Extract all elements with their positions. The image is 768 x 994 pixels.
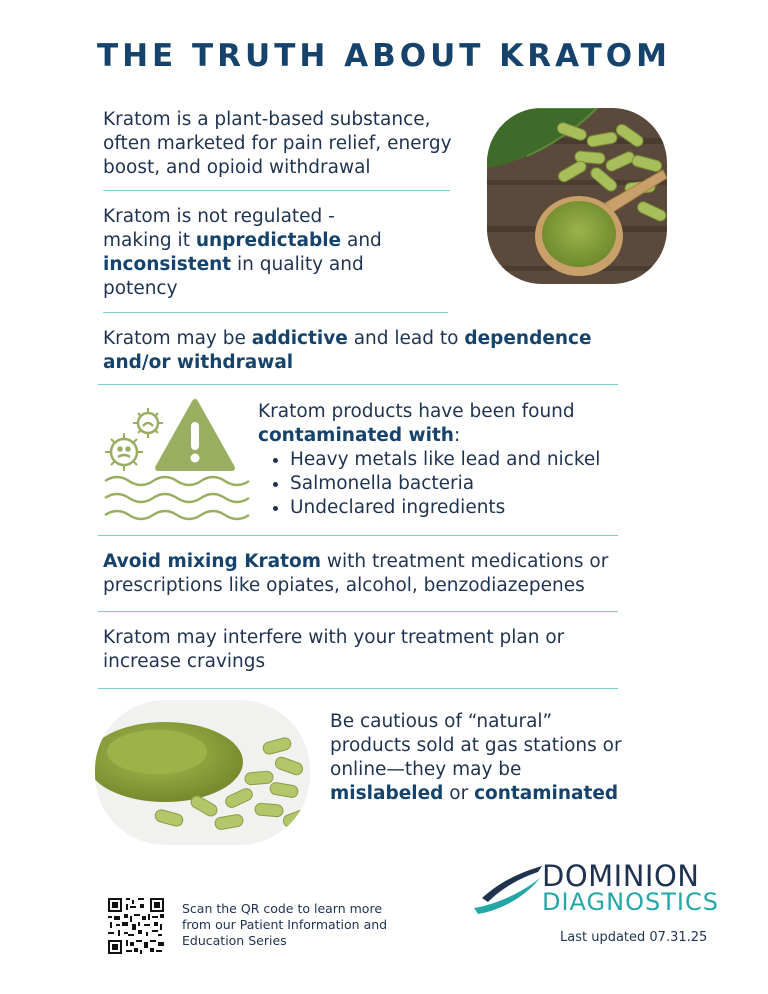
warning-triangle-icon [158,402,232,468]
list-item: • Salmonella bacteria [290,472,628,496]
text-run: and [341,230,382,251]
contamination-waves-icon [105,477,249,519]
text-run: in quality and potency [103,254,364,299]
last-updated: Last updated 07.31.25 [560,930,708,945]
kratom-capsules-spoon-photo [487,108,667,284]
divider [98,688,618,689]
section-4-intro [258,400,628,448]
text-run: with treatment medications or prescriptions like opiates, alcohol, benzodiazepenes [103,551,609,596]
logo-line-1: DOMINION [542,859,700,893]
divider [103,190,450,191]
page-title: THE TRUTH ABOUT KRATOM [96,38,672,74]
text-run: and lead to [347,328,465,349]
section-2-text [103,205,403,301]
qr-code-icon[interactable] [108,898,164,954]
dominion-logo-icon [472,858,546,918]
bold-text: contaminated [474,783,619,804]
qr-caption: Scan the QR code to learn more from our Patient Information and Education Series [182,901,388,948]
bold-text: dependence and/or withdrawal [103,328,592,373]
section-4 [258,400,628,520]
bold-text: contaminated with [258,425,454,446]
divider [98,611,618,612]
text-run: Kratom may be [103,328,252,349]
list-item: • Heavy metals like lead and nickel [290,448,628,472]
bold-text: addictive [251,328,348,349]
text-run: : [453,425,461,446]
logo-line-2: DIAGNOSTICS [542,888,719,916]
virus-icon [133,408,163,438]
dominion-diagnostics-logo [472,858,722,918]
contaminants-list [258,448,628,520]
divider [98,535,618,536]
bold-text: mislabeled [330,783,444,804]
section-3-text [103,327,613,375]
virus-icon [105,433,143,471]
section-6-text: Kratom may interfere with your treatment plan or increase cravings [103,627,565,672]
text-run: or [443,783,475,804]
bold-text: inconsistent [103,254,232,275]
section-7-text [330,710,630,806]
bold-text: unpredictable [195,230,342,251]
text-run: Kratom products have been found [258,401,575,422]
section-5-text [103,550,623,598]
kratom-powder-capsules-photo [95,700,310,845]
contamination-illustration [100,398,250,523]
divider [103,312,448,313]
list-item: • Undeclared ingredients [290,496,628,520]
text-run: Kratom is not regulated - making it [103,206,335,251]
section-1-text: Kratom is a plant-based substance, often marketed for pain relief, energy boost, and opioid withdrawal [103,109,452,178]
text-run: Be cautious of “natural” products sold at gas stations or online—they may be [330,711,622,780]
bold-text: Avoid mixing Kratom [103,551,321,572]
divider [98,384,618,385]
